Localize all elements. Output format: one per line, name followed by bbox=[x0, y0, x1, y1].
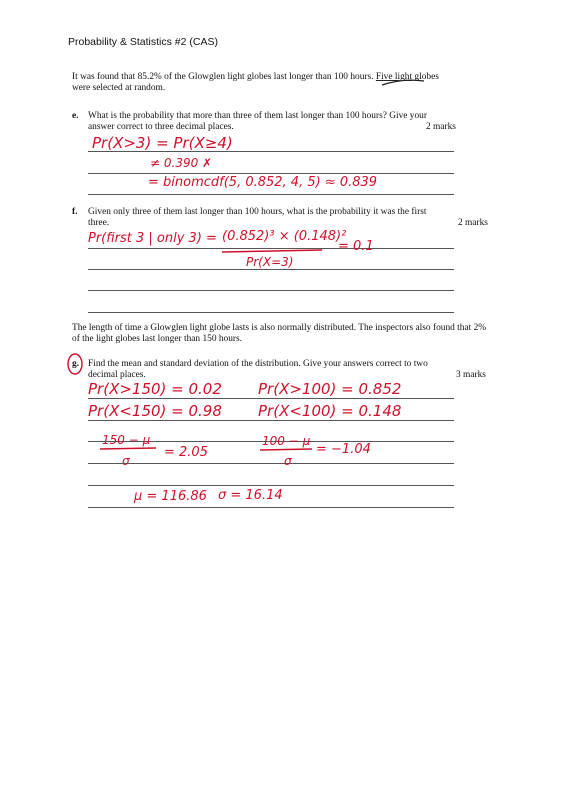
question-e-line-2: answer correct to three decimal places. bbox=[88, 122, 234, 132]
question-g-line-2: decimal places. bbox=[88, 370, 146, 380]
handwritten-answer-g-3: Pr(X<150) = 0.98 bbox=[88, 402, 222, 420]
handwritten-answer-mean: μ = 116.86 bbox=[134, 489, 207, 504]
question-g-circle-mark bbox=[68, 354, 82, 374]
question-e-marks: 2 marks bbox=[426, 122, 456, 132]
question-f-line-2: three. bbox=[88, 218, 110, 228]
handwritten-fraction-1-denominator: σ bbox=[122, 454, 130, 468]
handwritten-answer-g-4: Pr(X<100) = 0.148 bbox=[258, 402, 402, 420]
handwritten-fraction-2-result: = −1.04 bbox=[316, 442, 371, 457]
question-e-line-1: What is the probability that more than three of them last longer than 100 hours? Give your bbox=[88, 111, 427, 121]
question-f-line-1: Given only three of them last longer than 100 hours, what is the probability it was the first bbox=[88, 207, 427, 217]
question-g-marks: 3 marks bbox=[456, 370, 486, 380]
handwritten-answer-e-2: ≠ 0.390 ✗ bbox=[150, 156, 213, 170]
handwritten-answer-g-1: Pr(X>150) = 0.02 bbox=[88, 380, 222, 398]
question-e-label: e. bbox=[72, 111, 79, 121]
normal-context-line-2: of the light globes last longer than 150 hours. bbox=[72, 334, 243, 344]
question-g-label: g. bbox=[72, 359, 80, 369]
fraction-bar-f bbox=[222, 250, 322, 252]
handwritten-fraction-1-numerator: 150 − μ bbox=[102, 433, 151, 447]
intro-line-2: were selected at random. bbox=[72, 83, 166, 93]
fraction-bar-g-1 bbox=[100, 448, 156, 449]
handwritten-answer-e-3: = binomcdf(5, 0.852, 4, 5) ≈ 0.839 bbox=[148, 175, 378, 190]
fraction-bar-g-2 bbox=[260, 449, 312, 450]
intro-text-b: globes bbox=[412, 72, 439, 82]
handwritten-answer-g-2: Pr(X>100) = 0.852 bbox=[258, 380, 402, 398]
handwritten-fraction-2-denominator: σ bbox=[284, 454, 292, 468]
question-f-marks: 2 marks bbox=[458, 218, 488, 228]
page-header: Probability & Statistics #2 (CAS) bbox=[68, 36, 218, 48]
handwritten-answer-sd: σ = 16.14 bbox=[218, 488, 283, 503]
question-f-label: f. bbox=[72, 207, 78, 217]
handwritten-answer-f-numerator: (0.852)³ × (0.148)² bbox=[222, 229, 347, 244]
handwritten-answer-f-denominator: Pr(X=3) bbox=[246, 255, 294, 269]
intro-underlined: Five light bbox=[375, 72, 413, 82]
pen-underline-mark bbox=[382, 80, 424, 85]
handwritten-fraction-1-result: = 2.05 bbox=[164, 445, 208, 460]
handwritten-answer-f-result: = 0.1 bbox=[338, 239, 374, 254]
normal-context-line-1: The length of time a Glowglen light globe lasts is also normally distributed. The inspectors also found that 2% bbox=[72, 323, 487, 333]
handwritten-answer-e-1: Pr(X>3) = Pr(X≥4) bbox=[92, 134, 233, 152]
question-g-line-1: Find the mean and standard deviation of the distribution. Give your answers correct to two bbox=[88, 359, 428, 369]
intro-text-a: It was found that 85.2% of the Glowglen light globes last longer than 100 hours. bbox=[72, 72, 376, 82]
handwritten-fraction-2-numerator: 100 − μ bbox=[262, 434, 311, 448]
handwritten-answer-f-1: Pr(first 3 | only 3) = bbox=[88, 231, 217, 246]
